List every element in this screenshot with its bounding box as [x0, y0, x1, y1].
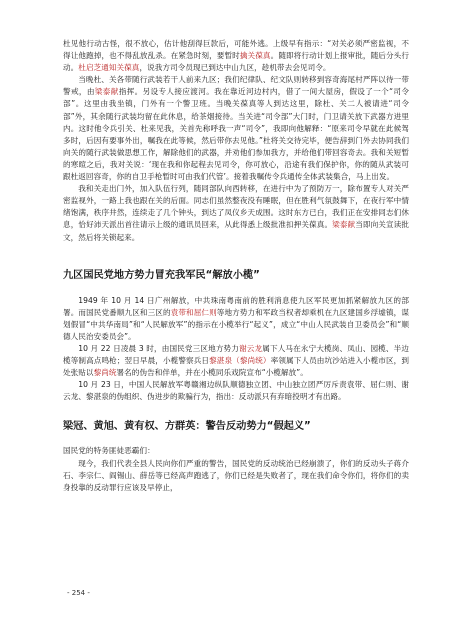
highlighted-name: 袁带和屈仁则 — [170, 307, 217, 317]
section-1 — [63, 38, 409, 244]
document-page — [63, 38, 409, 494]
highlighted-name: 擒关葆真 — [239, 51, 271, 61]
highlighted-name: 谢云龙 — [239, 343, 263, 353]
highlighted-name: 黎尚统 — [93, 368, 117, 378]
section-heading: 梁冠、黄旭、黄有权、方群英：警告反动势力“假起义” — [63, 421, 311, 433]
paragraph: 杜见他行动古怪，很不放心，估计他刮得巨款后，可能外逃。上级早有指示：“对关必须严密监视，不得让他跑掉，也不得乱放乱杀。在紧急时刻，要暂时擒关葆真。随即将行动计划上报审批，随后分头行动。杜启芝通知关葆真，说我方司令员现已到达中山九区，趁机带去会见司令。 — [63, 39, 409, 73]
paragraph: 当晚杜、关各带随行武装若干人前来九区；我们纪律队、纪文队则转移到容奇海尾村严阵以待一带警戒，由梁泰献指挥。另设专人接应渡河。我在靠近河边村内，借了一间大屋房，假设了一个“司令部”。这里由我坐镇，门外有一个警卫班。当晚关葆真等人到达这里，除杜、关二人被请进“司令部”外，其余随行武装均留在此休息，给茶烟接待。当关进“司令部”大门时，门卫请关放下武器方进里内。这时他令兵引关、杜来见我，关首先称呼我一声“司令”，我即向他解释：“原来司令早就在此候驾多时，后因有要事外出，嘱我在此等候，然后带你去见他。”杜将关交待完毕，便告辞到门外去协同我们向关的随行武装做思想工作，解除他们的武器，并劝他们参加我方，并给他们带回容奇去。我和关短暂的寒暄之后，我对关说：‘现在我和你起程去见司令，你可放心，沿途有我们保护你，你的随从武装可跟杜返回容奇，你的自卫手枪暂时可由我们代管’。接着我嘱传令兵通传全体武装集合，马上出发。 — [63, 75, 410, 182]
paragraph: 10 月 22 日凌晨 3 时，由国民党三区地方势力谢云龙属下人马在永宁大榄岗、凤山、园榄、半边榄等制高点鸣枪；翌日早晨，小榄警察兵日黎湛泉（黎尚统）率领属下人员由坑沙站进入小榄市区，到处张贴以黎尚统署名的伪告和伴单，并在小榄同乐戏院宣布“小榄解放”。 — [63, 343, 410, 378]
highlighted-name: 梁泰献 — [332, 220, 356, 230]
paragraph: 我和关走出门外，加入队伍行列，随同部队向西转移，在进行中为了预防万一，除布置专人对关严密监视外，一路上我也跟在关的后面。同志们虽然整夜没有睡眠，但在胜利气氛鼓舞下，在夜行军中情绪饱满，秩序井然，连续走了几个钟头，到达了凤仪乡天成围。这时东方已白，我们正在安排同志们休息，恰好沛天派出首往请示上级的通讯员回来，从此得悉上级批准扣押关葆真。梁泰献当即向关宣读批文，然后将关锁起来。 — [63, 184, 409, 242]
highlighted-name: 黎湛泉（黎尚统） — [209, 356, 271, 366]
paragraph: 现今，我们代表全县人民向你们严重的警告，国民党的反动统治已经崩溃了，你们的反动头子蒋介石、李宗仁、阎锡山、薛岳等已经高声跑逃了，你们已经是失败者了，现在我们命令你们，将你们的卖身投靠的反动罪行应该及早停止， — [63, 458, 409, 492]
page-number: - 254 - — [67, 589, 90, 597]
salutation: 国民党的特务匪徒恶霸们： — [63, 446, 155, 456]
paragraph: 1949 年 10 月 14 日广州解放，中共珠南粤南前的胜利消息使九区军民更加抓紧解放九区的部署。而国民党番顺九区和三区的袁带和屈仁则等地方势力和军政当权者却乘机在九区建国乡浮墟镇，谋划假冒“中共华南局”和“人民解放军”的指示在小榄举行“起义”，成立“中山人民武装自卫委员会”和“顺德人民治安委员会”。 — [63, 295, 409, 341]
highlighted-name: 梁泰献 — [94, 87, 119, 97]
highlighted-name: 杜启芝通知关葆真 — [78, 63, 140, 73]
section-3 — [63, 445, 409, 493]
section-heading: 九区国民党地方势力冒充我军民“解放小榄” — [63, 269, 260, 281]
section-2 — [63, 295, 409, 404]
paragraph: 10 月 23 日，中国人民解放军粤赣湘边纵队顺德独立团、中山独立团严厉斥责袁带、屈仁则、谢云龙、黎湛泉的伪组织、伪进步的欺骗行为，指出：反动派只有弃暗投明才有出路。 — [63, 380, 409, 402]
